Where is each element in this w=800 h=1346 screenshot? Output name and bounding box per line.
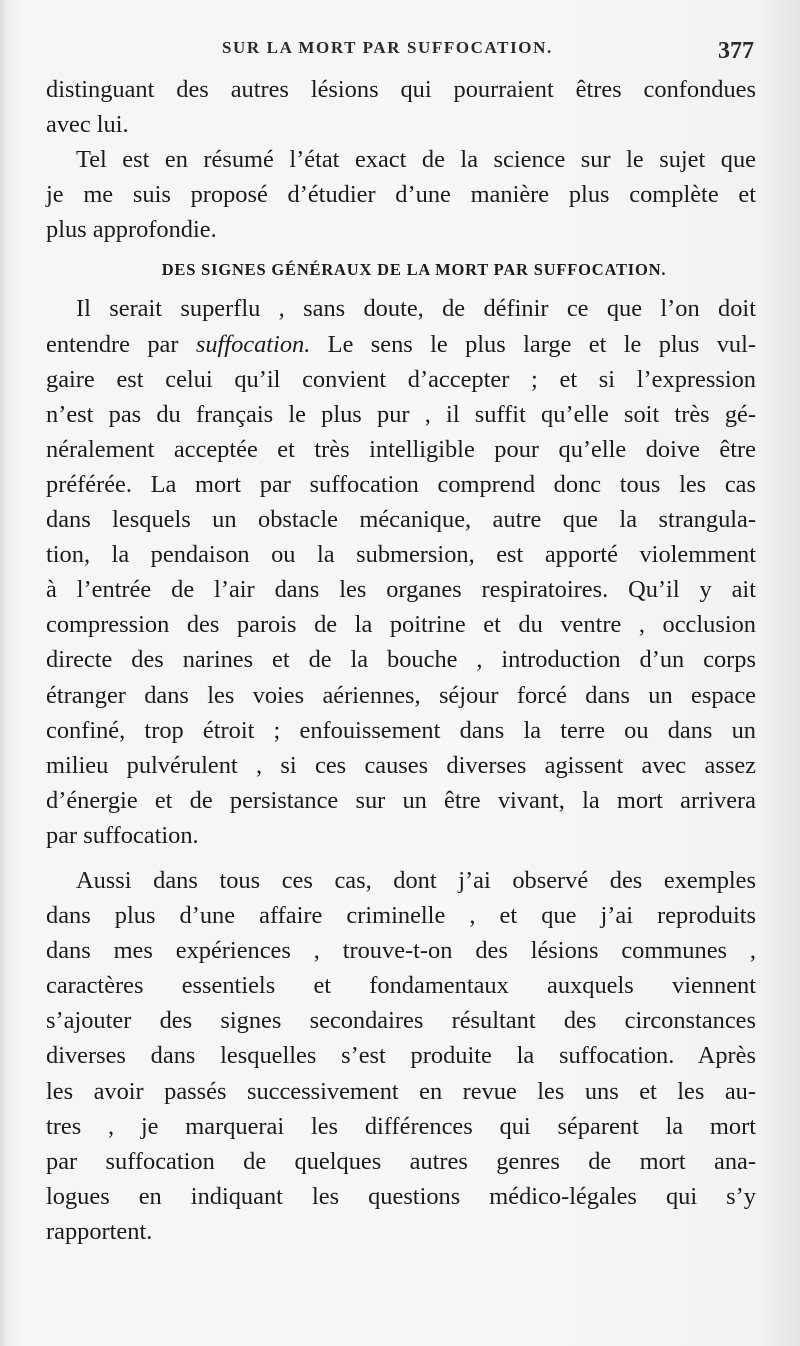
text-line: confiné, trop étroit ; enfouissement dans la terre ou dans un xyxy=(46,716,756,744)
text-line: rapportent. xyxy=(46,1217,153,1245)
text-line: d’énergie et de persistance sur un être vivant, la mort arrivera xyxy=(46,786,756,814)
text-line: directe des narines et de la bouche , introduction d’un corps xyxy=(46,646,756,674)
page-header xyxy=(46,30,754,64)
text-line: distinguant des autres lésions qui pourraient êtres confondues xyxy=(46,76,756,103)
text-line: dans lesquels un obstacle mécanique, autre que la strangula- xyxy=(46,506,756,534)
text-line xyxy=(46,327,756,362)
text-line: gaire est celui qu’il convient d’accepter ; et si l’expression xyxy=(46,365,756,393)
text-line: Il serait superflu , sans doute, de définir ce que l’on doit xyxy=(76,295,756,323)
text-line: logues en indiquant les questions médico-légales qui s’y xyxy=(46,1182,756,1210)
text-line: par suffocation de quelques autres genres de mort ana- xyxy=(46,1147,756,1175)
text-line: je me suis proposé d’étudier d’une manière plus complète et xyxy=(46,181,756,209)
paragraph-1 xyxy=(46,72,756,142)
paragraph-2 xyxy=(46,142,756,247)
text-line: dans mes expériences , trouve-t-on des lésions communes , xyxy=(46,937,756,965)
text-line: avec lui. xyxy=(46,111,129,139)
text-line: Aussi dans tous ces cas, dont j’ai observé des exemples xyxy=(76,866,756,894)
text-line: à l’entrée de l’air dans les organes respiratoires. Qu’il y ait xyxy=(46,576,756,604)
text-line: tres , je marquerai les différences qui séparent la mort xyxy=(46,1112,756,1140)
paragraph-gap xyxy=(46,853,756,863)
running-title: SUR LA MORT PAR SUFFOCATION. xyxy=(222,38,553,57)
text-line: s’ajouter des signes secondaires résultant des circonstances xyxy=(46,1007,756,1035)
paragraph-3 xyxy=(46,291,756,853)
section-heading: DES SIGNES GÉNÉRAUX DE LA MORT PAR SUFFOCATION. xyxy=(161,260,667,280)
text-run: entendre par xyxy=(46,330,196,358)
text-line: Tel est en résumé l’état exact de la science sur le sujet que xyxy=(76,146,756,174)
paragraph-4 xyxy=(46,863,756,1249)
text-line: plus approfondie. xyxy=(46,216,217,244)
page-number: 377 xyxy=(718,38,754,64)
text-line: n’est pas du français le plus pur , il suffit qu’elle soit très gé- xyxy=(46,400,756,428)
text-line: préférée. La mort par suffocation comprend donc tous les cas xyxy=(46,470,756,498)
text-line: compression des parois de la poitrine et du ventre , occlusion xyxy=(46,611,756,639)
page-body xyxy=(46,72,756,1249)
text-line: par suffocation. xyxy=(46,821,199,849)
text-line: dans plus d’une affaire criminelle , et que j’ai reproduits xyxy=(46,902,756,930)
text-line: milieu pulvérulent , si ces causes diverses agissent avec assez xyxy=(46,751,756,779)
text-line: tion, la pendaison ou la submersion, est apporté violemment xyxy=(46,541,756,569)
text-line: les avoir passés successivement en revue les uns et les au- xyxy=(46,1077,756,1105)
text-line: néralement acceptée et très intelligible pour qu’elle doive être xyxy=(46,435,756,463)
text-line: étranger dans les voies aériennes, séjour forcé dans un espace xyxy=(46,681,756,709)
text-run: Le sens le plus large et le plus vul- xyxy=(310,330,756,358)
text-line: caractères essentiels et fondamentaux auxquels viennent xyxy=(46,972,756,1000)
italic-term: suffocation. xyxy=(195,330,311,358)
text-line: diverses dans lesquelles s’est produite la suffocation. Après xyxy=(46,1042,756,1070)
